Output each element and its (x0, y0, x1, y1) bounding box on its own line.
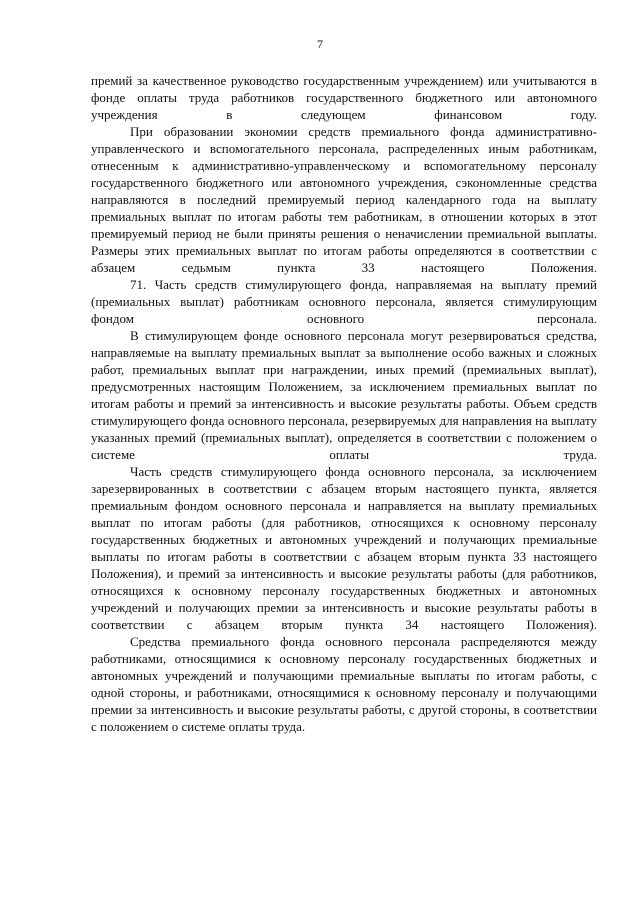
paragraph-bonus-fund: Часть средств стимулирующего фонда основного персонала, за исключением зарезервированных в соответствии с абзацем вторым настоящего пункта, является премиальным фондом основного персонала и направляется на выплату премиальных выплат по итогам работы (для работников, относящихся к основному персоналу государственных бюджетных и автономных учреждений и получающих премиальные выплаты по итогам работы в соответствии с абзацем вторым пункта 33 настоящего Положения), и премий за интенсивность и высокие результаты работы (для работников, относящихся к основному персоналу государственных бюджетных и автономных учреждений и получающих премии за интенсивность и высокие результаты работы в соответствии с абзацем вторым пункта 34 настоящего Положения). (91, 464, 597, 632)
paragraph-reserve: В стимулирующем фонде основного персонала могут резервироваться средства, направляемые на выплату премиальных выплат за выполнение особо важных и сложных работ, премиальных выплат при награждении, иных премий (премиальных выплат), предусмотренных настоящим Положением, за исключением премиальных выплат по итогам работы и премий за интенсивность и высокие результаты работы. Объем средств стимулирующего фонда основного персонала, резервируемых для направления на выплату указанных премий (премиальных выплат), определяется в соответствии с положением о системе оплаты труда. (91, 328, 597, 462)
paragraph-savings: При образовании экономии средств премиального фонда административно-управленческого и вспомогательного персонала, распределенных иным работникам, отнесенным к административно-управленческому и вспомогательному персоналу государственного бюджетного или автономного учреждения, сэкономленные средства направляются в последний премируемый период календарного года на выплату премиальных выплат по итогам работы тем работникам, в отношении которых в этот премируемый период не были приняты решения о неначислении премиальной выплаты. Размеры этих премиальных выплат по итогам работы определяются в соответствии с абзацем седьмым пункта 33 настоящего Положения. (91, 124, 597, 275)
page-number: 7 (317, 37, 323, 51)
paragraph-item-71: 71. Часть средств стимулирующего фонда, направляемая на выплату премий (премиальных выплат) работникам основного персонала, является стимулирующим фондом основного персонала. (91, 277, 597, 326)
paragraph-distribution: Средства премиального фонда основного персонала распределяются между работниками, относящимися к основному персоналу государственных бюджетных и автономных учреждений и получающими премиальные выплаты по итогам работы, с одной стороны, и работниками, относящимися к основному персоналу и получающими премии за интенсивность и высокие результаты работы, с другой стороны, в соответствии с положением о системе оплаты труда. (91, 634, 597, 734)
document-body (91, 72, 597, 735)
paragraph-continuation: премий за качественное руководство государственным учреждением) или учитываются в фонде оплаты труда работников государственного бюджетного или автономного учреждения в следующем финансовом году. (91, 73, 597, 122)
